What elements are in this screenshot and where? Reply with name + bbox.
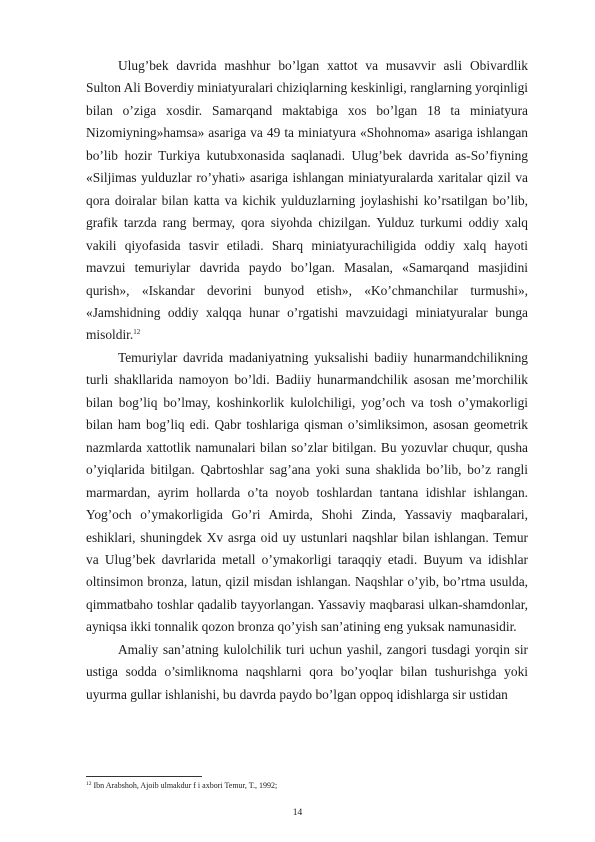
paragraph-3 <box>86 639 528 706</box>
page-body <box>86 55 528 706</box>
paragraph-1-text: Ulug’bek davrida mashhur bo’lgan xattot va musavvir asli Obivardlik Sulton Ali Boverdiy miniatyuralari chiziqlarning keskinligi, ranglarning yorqinligi bilan o’ziga xosdir. Samarqand maktabiga xos bo’lgan 18 ta miniatyura Nizomiyning»hamsa» asariga va 49 ta miniatyura «Shohnoma» asariga ishlangan bo’lib hozir Turkiya kutubxonasida saqlanadi. Ulug’bek davrida as-So’fiyning «Siljimas yulduzlar ro’yhati» asariga ishlangan miniatyuralarda xaritalar qizil va qora doiralar bilan katta va kichik yulduzlarning joylashishi ko’rsatilgan bo’lib, grafik tarzda rang bermay, qora siyohda chizilgan. Yulduz turkumi oddiy xalq vakili qiyofasida tasvir etiladi. Sharq miniatyurachiligida oddiy xalq hayoti mavzui temuriylar davrida paydo bo’lgan. Masalan, «Samarqand masjidini qurish», «Iskandar devorini bunyod etish», «Ko’chmanchilar turmushi», «Jamshidning oddiy xalqqa hunar o’rgatishi mavzuidagi miniatyuralar bunga misoldir. <box>86 58 528 343</box>
paragraph-1 <box>86 55 528 347</box>
footnote-separator <box>86 776 202 777</box>
paragraph-2 <box>86 347 528 639</box>
footnote <box>86 780 528 791</box>
footnote-text: Ibn Arabshoh, Ajoib ulmakdur f i axbori Temur, T., 1992; <box>91 781 278 790</box>
page-number: 14 <box>292 808 303 818</box>
paragraph-3-text: Amaliy san’atning kulolchilik turi uchun yashil, zangori tusdagi yorqin sir ustiga sodda o’simliknoma naqshlarni qora bo’yoqlar bilan tushurishga yoki uyurma gullar ishlanishi, bu davrda paydo bo’lgan oppoq idishlarga sir ustidan <box>86 641 528 702</box>
paragraph-2-text: Temuriylar davrida madaniyatning yuksalishi badiiy hunarmandchilikning turli shakllarida namoyon bo’ldi. Badiiy hunarmandchilik asosan me’morchilik bilan bog’liq bo’lmay, koshinkorlik kulolchiligi, yog’och va tosh o’ymakorligi bilan ham bog’liq edi. Qabr toshlariga qisman o’simliksimon, asosan geometrik nazmlarda xattotlik namunalari bilan so’zlar bitilgan. Bu yozuvlar chuqur, qusha o’yiqlarida bitilgan. Qabrtoshlar sag’ana yoki suna shaklida bo’lib, bo’z rangli marmardan, ayrim hollarda o’ta noyob toshlardan tantana idishlar ishlangan. Yog’och o’ymakorligida Go’ri Amirda, Shohi Zinda, Yassaviy maqbaralari, eshiklari, shuningdek Xv asrga oid uy ustunlari naqshlar bilan ishlangan. Temur va Ulug’bek davrlarida metall o’ymakorligi taraqqiy etadi. Buyum va idishlar oltinsimon bronza, latun, qizil misdan ishlangan. Naqshlar o’yib, bo’rtma usulda, qimmatbaho toshlar qadalib tayyorlangan. Yassaviy maqbarasi ulkan-shamdonlar, ayniqsa ikki tonnalik qozon bronza qo’yish san’atining eng yuksak namunasidir. <box>86 349 528 635</box>
footnote-reference[interactable]: 12 <box>133 328 141 337</box>
footnote-number: 12 <box>86 781 92 787</box>
